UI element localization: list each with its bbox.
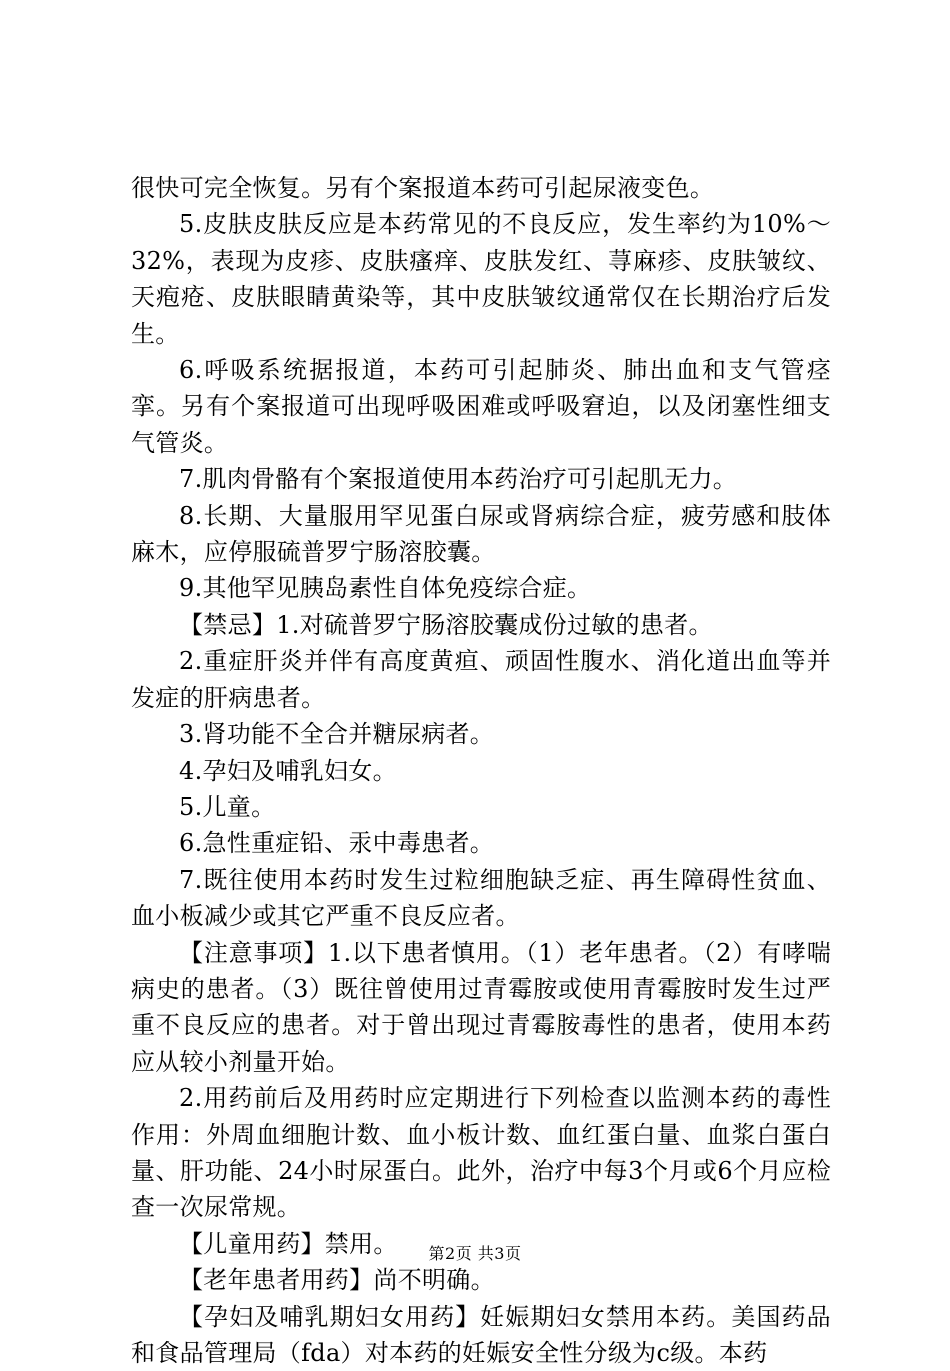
paragraph-pregnancy-lactation: 【孕妇及哺乳期妇女用药】妊娠期妇女禁用本药。美国药品和食品管理局（fda）对本药的妊娠安全性分级为c级。本药 [131,1302,831,1367]
paragraph-contraindication-3: 3.肾功能不全合并糖尿病者。 [179,720,495,749]
paragraph-contraindication-4: 4.孕妇及哺乳妇女。 [179,756,397,785]
paragraph-continuation: 很快可完全恢复。另有个案报道本药可引起尿液变色。 [131,174,715,202]
document-body [131,170,831,1371]
paragraph-precautions-2: 2.用药前后及用药时应定期进行下列检查以监测本药的毒性作用：外周血细胞计数、血小板计数、血红蛋白量、血浆白蛋白量、肝功能、24小时尿蛋白。此外，治疗中每3个月或6个月应检查一次尿常规。 [131,1084,831,1222]
paragraph-musculoskeletal: 7.肌肉骨骼有个案报道使用本药治疗可引起肌无力。 [179,465,738,494]
paragraph-skin-reaction: 5.皮肤皮肤反应是本药常见的不良反应，发生率约为10%～32%，表现为皮疹、皮肤瘙痒、皮肤发红、荨麻疹、皮肤皱纹、天疱疮、皮肤眼睛黄染等，其中皮肤皱纹通常仅在长期治疗后发生。 [131,210,831,348]
paragraph-pediatric-use: 【儿童用药】禁用。 [179,1229,398,1258]
paragraph-contraindication-6: 6.急性重症铅、汞中毒患者。 [179,829,495,858]
paragraph-long-term-use: 8.长期、大量服用罕见蛋白尿或肾病综合症，疲劳感和肢体麻木，应停服硫普罗宁肠溶胶囊。 [131,501,831,567]
page-footer: 第2页 共3页 [428,1244,522,1263]
paragraph-respiratory: 6.呼吸系统据报道，本药可引起肺炎、肺出血和支气管痉挛。另有个案报道可出现呼吸困难或呼吸窘迫，以及闭塞性细支气管炎。 [131,356,831,457]
paragraph-contraindication-5: 5.儿童。 [179,792,276,821]
paragraph-contraindication-2: 2.重症肝炎并伴有高度黄疸、顽固性腹水、消化道出血等并发症的肝病患者。 [131,647,831,712]
paragraph-precautions: 【注意事项】1.以下患者慎用。（1）老年患者。（2）有哮喘病史的患者。（3）既往曾使用过青霉胺或使用青霉胺时发生过严重不良反应的患者。对于曾出现过青霉胺毒性的患者，使用本药应从较小剂量开始。 [131,938,831,1076]
paragraph-contraindications: 【禁忌】1.对硫普罗宁肠溶胶囊成份过敏的患者。 [179,610,713,639]
paragraph-other: 9.其他罕见胰岛素性自体免疫综合症。 [179,574,592,603]
paragraph-contraindication-7: 7.既往使用本药时发生过粒细胞缺乏症、再生障碍性贫血、血小板减少或其它严重不良反应者。 [131,865,831,931]
paragraph-geriatric-use: 【老年患者用药】尚不明确。 [179,1266,495,1295]
